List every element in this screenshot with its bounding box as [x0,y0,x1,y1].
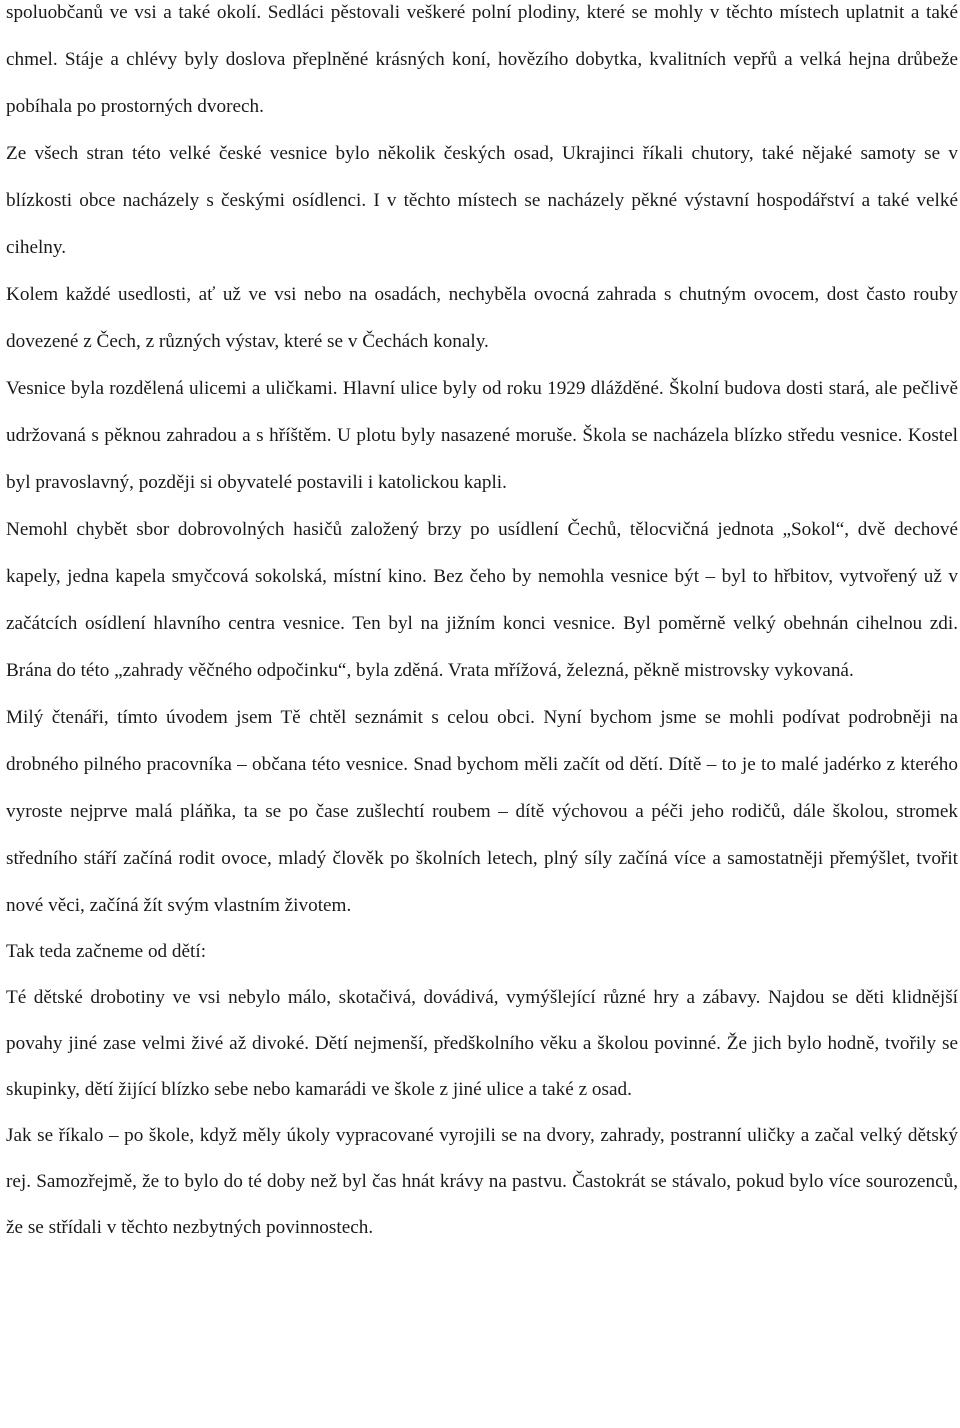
paragraph-villagers-farms: spoluobčanů ve vsi a také okolí. Sedláci pěstovali veškeré polní plodiny, které se mohly v těchto místech uplatnit a také chmel. Stáje a chlévy byly doslova přeplněné krásných koní, hovězího dobytka, kvalitních vepřů a velká hejna drůbeže pobíhala po prostorných dvorech. [6,2,958,117]
paragraph-orchards: Kolem každé usedlosti, ať už ve vsi nebo na osadách, nechyběla ovocná zahrada s chutným ovocem, dost často rouby dovezené z Čech, z různých výstav, které se v Čechách konaly. [6,284,958,352]
paragraph-children-groups: Té dětské drobotiny ve vsi nebylo málo, skotačivá, dovádivá, vymýšlející různé hry a zábavy. Najdou se děti klidnější povahy jiné zase velmi živé až divoké. Dětí nejmenší, předškolního věku a školou povinné. Že jich bylo hodně, tvořily se skupinky, dětí žijící blízko sebe nebo kamarádi ve škole z jiné ulice a také z osad. [6,987,958,1100]
paragraph-firefighters-cemetery: Nemohl chybět sbor dobrovolných hasičů založený brzy po usídlení Čechů, tělocvičná jednota „Sokol“, dvě dechové kapely, jedna kapela smyčcová sokolská, místní kino. Bez čeho by nemohla vesnice být – byl to hřbitov, vytvořený už v začátcích osídlení hlavního centra vesnice. Ten byl na jižním konci vesnice. Byl poměrně velký obehnán cihelnou zdi. Brána do této „zahrady věčného odpočinku“, byla zděná. Vrata mřížová, železná, pěkně mistrovsky vykovaná. [6,519,958,681]
paragraph-settlements: Ze všech stran této velké české vesnice bylo několik českých osad, Ukrajinci říkali chutory, také nějaké samoty se v blízkosti obce nacházely s českými osídlenci. I v těchto místech se nacházely pěkné výstavní hospodářství a také velké cihelny. [6,143,958,258]
paragraph-children-intro: Tak teda začneme od dětí: [6,941,207,962]
paragraph-dear-reader: Milý čtenáři, tímto úvodem jsem Tě chtěl seznámit s celou obci. Nyní bychom jsme se mohli podívat podrobněji na drobného pilného pracovníka – občana této vesnice. Snad bychom měli začít od dětí. Dítě – to je to malé jadérko z kterého vyroste nejprve malá pláňka, ta se po čase zušlechtí roubem – dítě výchovou a péči jeho rodičů, dále školou, stromek středního stáří začíná rodit ovoce, mladý člověk po školních letech, plný síly začíná více a samostatněji přemýšlet, tvořit nové věci, začíná žít svým vlastním životem. [6,707,958,916]
paragraph-after-school: Jak se říkalo – po škole, když měly úkoly vypracované vyrojili se na dvory, zahrady, postranní uličky a začal velký dětský rej. Samozřejmě, že to bylo do té doby než byl čas hnát krávy na pastvu. Častokrát se stávalo, pokud bylo více sourozenců, že se střídali v těchto nezbytných povinnostech. [6,1125,958,1238]
paragraph-streets-school: Vesnice byla rozdělená ulicemi a uličkami. Hlavní ulice byly od roku 1929 dlážděné. Školní budova dosti stará, ale pečlivě udržovaná s pěknou zahradou a s hříštěm. U plotu byly nasazené moruše. Škola se nacházela blízko středu vesnice. Kostel byl pravoslavný, později si obyvatelé postavili i katolickou kapli. [6,378,958,493]
